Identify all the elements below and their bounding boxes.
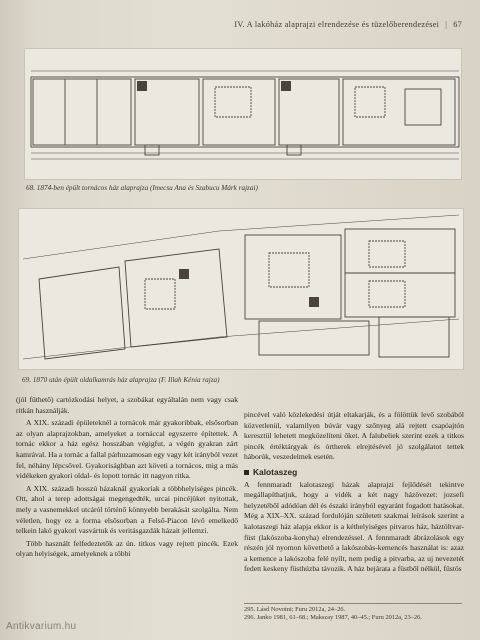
floor-plan-figure-1	[24, 48, 462, 180]
watermark: Antikvarium.hu	[6, 621, 77, 632]
page-number: 67	[453, 20, 462, 29]
right-text-column	[244, 410, 464, 577]
floor-plan-drawing-1	[25, 49, 461, 179]
footnote: 295. Lásd Novotni; Furu 2012a, 24–26.	[244, 606, 346, 613]
paragraph: A fennmaradt kalotaszegi házak alaprajzi fejlődését tekintve megállapíthatjuk, hogy a vidék a két nagy házövezet: jozsefi helyzetéből adódóan dél és északi irányból egyaránt fogadott hatásokat. Még a XIX–XX. század fordulóján született szakmai leírások szerint a kalotaszegi ház alapja ekkor is a kéthelyiséges pitvaros ház, háztöltvar-füst (lakószoba-konyha) elrendezéssel. A fennmaradt ábrázolások egy részén jól nyomon követhető a lakószobás-kemencés használat is: azaz a kemence a lakószoba felé nyílt, nem pedig a pitvarba, az uj nevezetét fedett keskeny füsthúzba távozik. A ház bejárata a füstből nélkül, füstös	[244, 479, 464, 574]
paragraph: (jól fűthető) cartózkodási helyet, a szobákat egyáltalán nem vagy csak ritkán használják.	[16, 395, 238, 415]
figure-2-caption: 69. 1870 után épült oldalkamrás ház alaprajza (F. Illah Kénia rajza)	[22, 376, 220, 384]
section-heading	[244, 467, 464, 478]
footnotes	[244, 603, 462, 623]
paragraph: A XIX. századi épületeknél a tornácok már gyakoribbak, elsősorban az olyan alaprajzokban, amelyeket a tornáccal egyszerre építettek. A tornác ekkor a ház egész hosszában végigfut, a végén gyakran zárt kamrával. Ha a tornác a fallal párhuzamosan egy vagy két irányból vezet fel, néhány lépcsővel. Gyakorisághban azt követi a tornácos, mig a más vidékeken gyakori oldal- és lopott tornác itt nagyon ritka.	[16, 418, 238, 481]
section-heading-text: Kalotaszeg	[253, 466, 298, 477]
floor-plan-drawing-2	[19, 209, 463, 369]
figure-1-caption: 68. 1874-ben épült tornácos ház alaprajza (Imecsu Ana és Szabucu Márk rajzai)	[26, 184, 258, 192]
square-bullet-icon	[244, 470, 249, 475]
paragraph: Több használt felfedeztetők az ún. titkos vagy rejtett pincék. Ezek olyan helyiségek, amelyeknek a többi	[16, 538, 238, 559]
paragraph: A XIX. századi hosszú házaknál gyakoriak a többhelyiséges pincék. Ott, ahol a terep adottságai megengedték, urcai pincéjüket nyitottak, mely a vasnemekkel utcáról történő könnyebb berakását szolgálta. Nem véletlen, hogy ez a forma elsősorban a Felső-Piacon lévő emelkedő telkein lakó gyakori vasvártuk és veritásgazdák házait jellemzi.	[16, 483, 238, 536]
running-header: IV. A lakóház alaprajzi elrendezése és tüzelőberendezései | 67	[234, 20, 462, 29]
footnote: 296. Janko 1981, 61–68.; Makszay 1987, 40–45.; Furu 2012a, 23–26.	[244, 614, 422, 622]
floor-plan-figure-2	[18, 208, 464, 370]
left-text-column	[16, 395, 238, 562]
chapter-title: IV. A lakóház alaprajzi elrendezése és tüzelőberendezései	[234, 20, 440, 29]
paragraph: pincével való közlekedési útját eltakarják, és a fölöttük levő szobából közvetlenül, valamilyen búvár vagy szőnyeg alá rejtett csapóajtón keresztül lehetett megközelíteni őket. A falubeliek szerint ezek a titkos pincék értéktárgyak és órtherek elrejtésével jó szolgálatot tettek háborúk, veszedelmek esetén.	[244, 410, 464, 462]
